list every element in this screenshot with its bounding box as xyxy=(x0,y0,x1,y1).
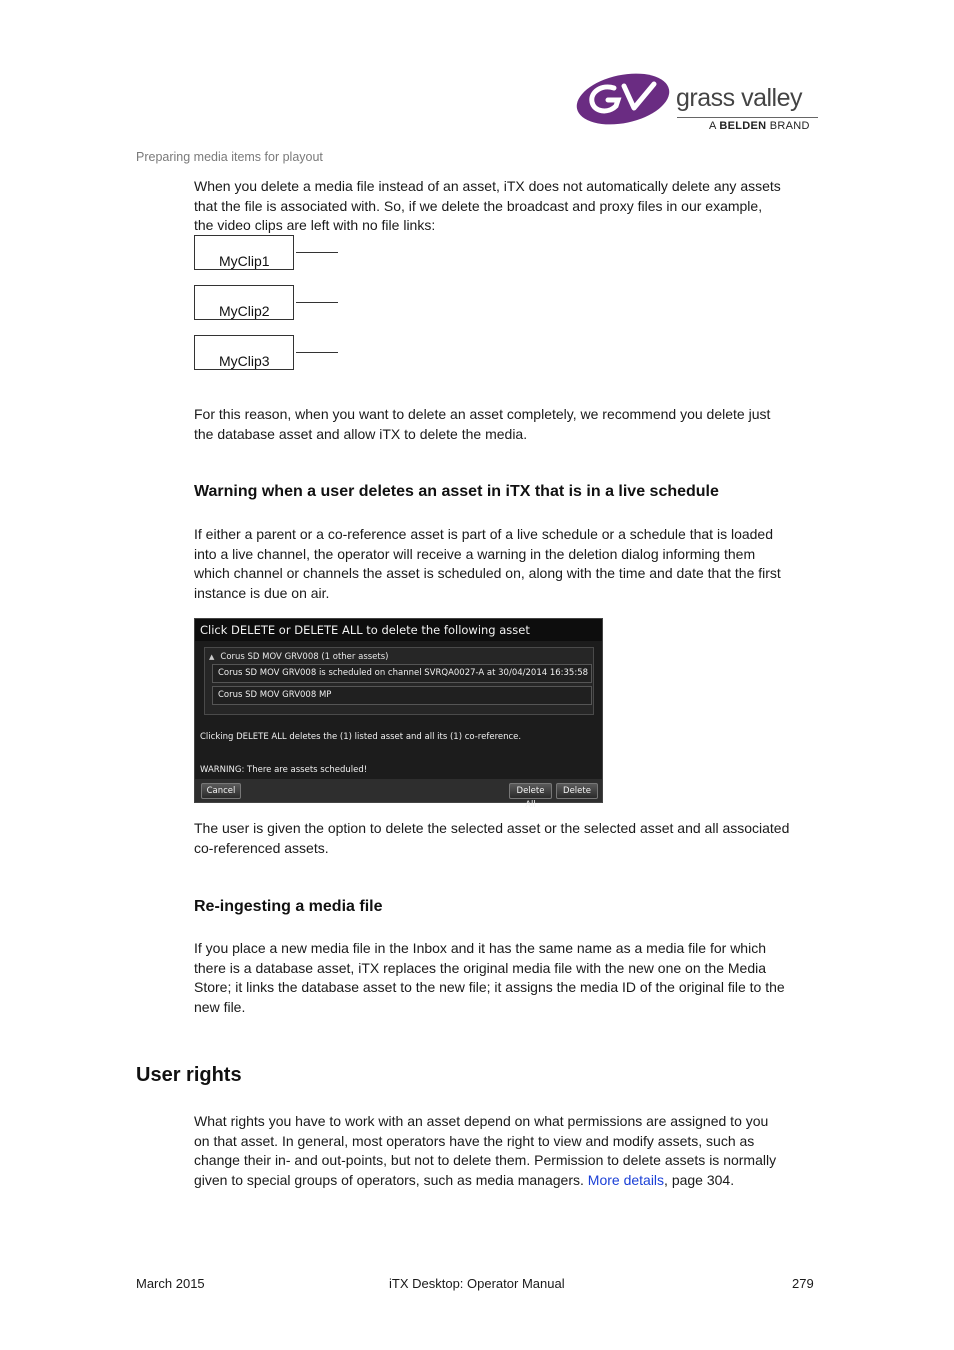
broken-link-line xyxy=(296,302,338,303)
logo-wordmark: grass valley xyxy=(676,84,802,112)
cancel-button[interactable]: Cancel xyxy=(201,783,241,799)
logo-tagline-prefix: A xyxy=(709,120,717,132)
dialog-info-text: Clicking DELETE ALL deletes the (1) listed asset and all its (1) co-reference. xyxy=(200,732,522,742)
text-line: For this reason, when you want to delete an asset completely, we recommend you delete just xyxy=(194,406,771,422)
footer-date: March 2015 xyxy=(136,1276,205,1291)
logo-tagline-suffix: BRAND xyxy=(769,120,810,132)
reason-paragraph xyxy=(194,405,770,444)
text-line: The user is given the option to delete the selected asset or the selected asset and all associated xyxy=(194,820,790,836)
logo-divider xyxy=(677,117,818,118)
broken-link-line xyxy=(296,352,338,353)
dialog-warning-text: WARNING: There are assets scheduled! xyxy=(200,765,368,775)
warning-heading: Warning when a user deletes an asset in iTX that is in a live schedule xyxy=(194,483,719,500)
clip-box xyxy=(194,285,294,320)
more-details-link[interactable]: More details xyxy=(587,1171,665,1188)
text-segment: , page 304. xyxy=(664,1171,735,1188)
text-line: If either a parent or a co-reference asset is part of a live schedule or a schedule that is loaded xyxy=(194,526,773,542)
delete-all-button[interactable]: Delete All xyxy=(509,783,552,799)
text-line xyxy=(194,1171,776,1191)
dialog-button-bar xyxy=(195,779,602,810)
text-line: into a live channel, the operator will receive a warning in the deletion dialog informing them xyxy=(194,545,756,562)
asset-group-header[interactable] xyxy=(209,652,389,662)
text-line: on that asset. In general, most operators have the right to view and modify assets, such as xyxy=(194,1132,755,1149)
logo-tagline xyxy=(709,120,810,132)
intro-paragraph xyxy=(194,177,781,236)
logo-tagline-brand: BELDEN xyxy=(719,120,767,132)
user-rights-heading: User rights xyxy=(136,1064,242,1086)
text-line: What rights you have to work with an asset depend on what permissions are assigned to you xyxy=(194,1113,769,1129)
text-line: When you delete a media file instead of an asset, iTX does not automatically delete any assets xyxy=(194,178,781,194)
text-line: change their in- and out-points, but not to delete them. Permission to delete assets is normally xyxy=(194,1152,777,1169)
reingest-paragraph xyxy=(194,939,785,1017)
clip-label: MyClip2 xyxy=(219,303,270,319)
text-line: co-referenced assets. xyxy=(194,839,329,856)
text-line: which channel or channels the asset is scheduled on, along with the time and date that the first xyxy=(194,565,781,582)
text-line: Store; it links the database asset to the new file; it assigns the media ID of the original file to the xyxy=(194,979,785,996)
asset-group-label: Corus SD MOV GRV008 (1 other assets) xyxy=(220,652,389,662)
delete-dialog xyxy=(194,618,603,810)
text-line: there is a database asset, iTX replaces the original media file with the new one on the Media xyxy=(194,959,766,976)
text-line: the video clips are left with no file links: xyxy=(194,217,436,234)
asset-list-panel xyxy=(204,647,594,715)
dialog-title: Click DELETE or DELETE ALL to delete the following asset xyxy=(195,619,602,641)
scheduled-asset-row[interactable]: Corus SD MOV GRV008 is scheduled on channel SVRQA0027-A at 30/04/2014 16:35:58 xyxy=(212,664,592,683)
clip-label: MyClip1 xyxy=(219,253,270,269)
user-rights-paragraph xyxy=(194,1112,776,1190)
footer-page-number: 279 xyxy=(792,1276,814,1291)
asset-row[interactable]: Corus SD MOV GRV008 MP xyxy=(212,686,592,705)
clip-box xyxy=(194,235,294,270)
grass-valley-logo-icon xyxy=(574,72,674,127)
clip-box xyxy=(194,335,294,370)
text-line: If you place a new media file in the Inbox and it has the same name as a media file for which xyxy=(194,940,766,956)
reingest-heading: Re-ingesting a media file xyxy=(194,898,383,915)
clip-label: MyClip3 xyxy=(219,353,270,369)
text-segment: given to special groups of operators, such as media managers. xyxy=(194,1171,588,1188)
collapse-triangle-icon[interactable]: ▲ xyxy=(209,653,215,661)
broken-link-line xyxy=(296,252,338,253)
text-line: new file. xyxy=(194,998,246,1015)
text-line: that the file is associated with. So, if we delete the broadcast and proxy files in our example, xyxy=(194,197,763,214)
warning-paragraph xyxy=(194,525,781,603)
delete-button[interactable]: Delete xyxy=(556,783,598,799)
option-paragraph xyxy=(194,819,789,858)
footer-manual-title: iTX Desktop: Operator Manual xyxy=(389,1276,565,1291)
text-line: instance is due on air. xyxy=(194,584,330,601)
running-title: Preparing media items for playout xyxy=(136,150,323,164)
text-line: the database asset and allow iTX to delete the media. xyxy=(194,425,528,442)
